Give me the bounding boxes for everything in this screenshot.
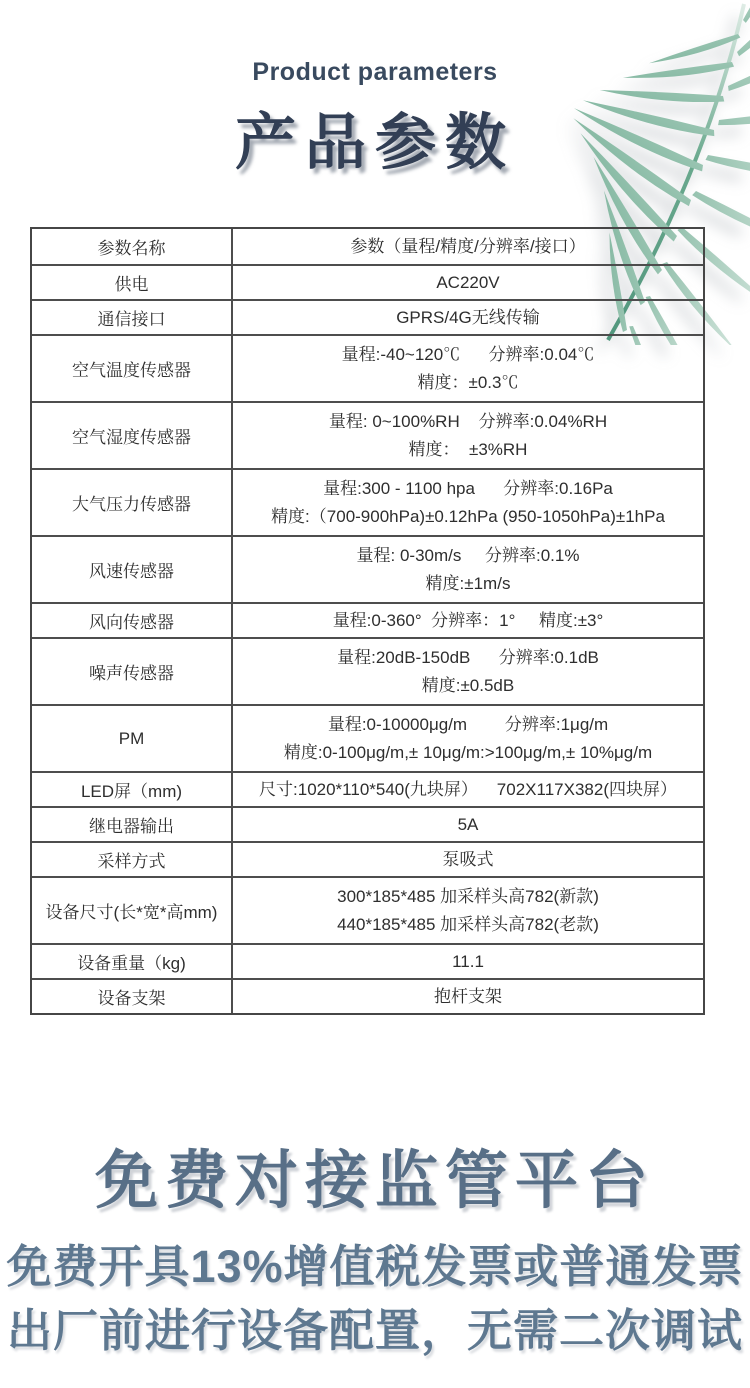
param-name-cell: PM [32,706,233,771]
subtitle-english: Product parameters [252,58,498,86]
param-value-line: 5A [457,814,479,834]
param-value-cell [233,639,703,704]
table-row [32,264,703,299]
param-value-line: 精度:（700-900hPa)±0.12hPa (950-1050hPa)±1hPa [271,507,665,527]
param-name-cell: 供电 [32,266,233,299]
param-value-line: 精度:±1m/s [425,574,511,594]
footer-headline: 免费对接监管平台 [95,1146,655,1216]
param-value-cell [233,808,703,841]
param-value-line: 精度:±0.5dB [421,676,515,696]
param-value-line: 量程:0-360° 分辨率：1° 精度:±3° [332,610,604,630]
param-value-line: 泵吸式 [442,849,494,869]
table-row [32,334,703,401]
table-row [32,535,703,602]
param-value-cell [233,301,703,334]
param-value-line: 300*185*485 加采样头高782(新款) [337,886,599,906]
param-name-cell: 继电器输出 [32,808,233,841]
table-row [32,704,703,771]
param-value-cell [233,229,703,264]
param-value-cell [233,945,703,978]
param-value-cell [233,403,703,468]
param-value-cell [233,470,703,535]
param-value-line: 精度：±0.3℃ [417,373,519,393]
param-name-cell: 设备重量（kg) [32,945,233,978]
param-value-line: 量程: 0~100%RH 分辨率:0.04%RH [328,411,608,431]
param-name-cell: 设备支架 [32,980,233,1013]
footer-config-line: 出厂前进行设备配置，无需二次调试 [6,1305,743,1356]
param-name-cell: 大气压力传感器 [32,470,233,535]
param-value-line: AC220V [436,272,500,292]
param-value-line: 量程: 0-30m/s 分辨率:0.1% [356,545,580,565]
param-value-line: 参数（量程/精度/分辨率/接口） [350,236,586,256]
param-name-cell: 通信接口 [32,301,233,334]
spec-table [30,227,705,1015]
param-value-line: 抱杆支架 [434,986,502,1006]
param-value-line: 量程:20dB-150dB 分辨率:0.1dB [337,647,599,667]
param-name-cell: 采样方式 [32,843,233,876]
param-value-line: 量程:300 - 1100 hpa 分辨率:0.16Pa [323,478,613,498]
param-value-cell [233,336,703,401]
param-name-cell: 风向传感器 [32,604,233,637]
param-value-line: 量程:-40~120℃ 分辨率:0.04℃ [341,344,595,364]
param-value-line: GPRS/4G无线传输 [396,307,540,327]
param-value-cell [233,980,703,1013]
table-row [32,229,703,264]
table-row [32,468,703,535]
param-name-cell: 风速传感器 [32,537,233,602]
param-value-line: 量程:0-10000μg/m 分辨率:1μg/m [327,714,609,734]
param-name-cell: 空气湿度传感器 [32,403,233,468]
footer-invoice-line: 免费开具13%增值税发票或普通发票 [6,1241,744,1292]
param-name-cell: LED屏（mm) [32,773,233,806]
table-row [32,602,703,637]
param-value-cell [233,266,703,299]
param-value-line: 精度： ±3%RH [408,440,528,460]
param-value-cell [233,706,703,771]
param-value-line: 440*185*485 加采样头高782(老款) [337,915,599,935]
table-row [32,637,703,704]
param-name-cell: 噪声传感器 [32,639,233,704]
param-value-line: 尺寸:1020*110*540(九块屏） 702X117X382(四块屏） [259,779,677,799]
table-row [32,876,703,943]
param-value-cell [233,878,703,943]
table-row [32,943,703,978]
param-value-line: 精度:0-100μg/m,± 10μg/m:>100μg/m,± 10%μg/m [283,743,653,763]
param-name-cell: 参数名称 [32,229,233,264]
table-row [32,806,703,841]
param-name-cell: 设备尺寸(长*宽*高mm) [32,878,233,943]
table-row [32,299,703,334]
param-value-cell [233,537,703,602]
page-title: 产品参数 [234,108,515,176]
table-row [32,771,703,806]
param-value-cell [233,604,703,637]
table-row [32,401,703,468]
param-value-line: 11.1 [452,951,484,971]
param-value-cell [233,773,703,806]
table-row [32,841,703,876]
table-row [32,978,703,1013]
param-value-cell [233,843,703,876]
param-name-cell: 空气温度传感器 [32,336,233,401]
